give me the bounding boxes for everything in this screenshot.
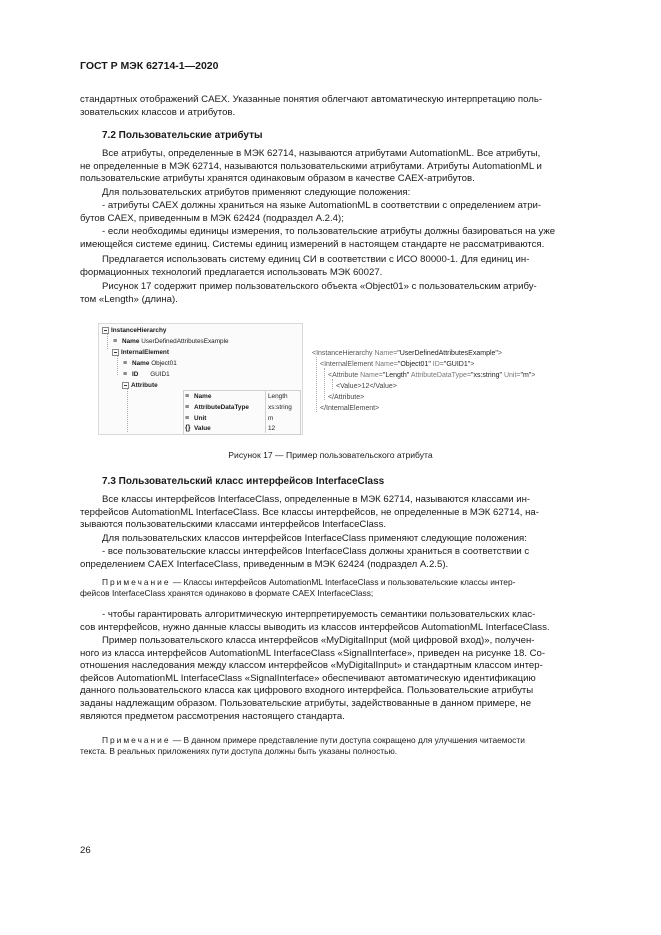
field-icon: ≡ [123,371,128,378]
bullet-item [80,226,615,251]
intro-paragraph [80,94,615,119]
xml-line: </Attribute> [328,394,365,401]
bullet-item [80,546,615,571]
paragraph [80,148,615,186]
text-line: стандартных отображений CAEX. Указанные понятия облегчают автоматическую интерпретацию поль- [80,94,543,105]
attr-value-cell[interactable]: Length [268,393,288,400]
field-icon: ≡ [185,404,190,411]
collapse-icon[interactable] [122,382,129,389]
tree-node-instance-hierarchy[interactable]: InstanceHierarchy [102,325,166,336]
text-line: определением CAEX InterfaceClass, приведенным в МЭК 62424 (подраздел А.2.5). [80,558,449,570]
paragraph [80,281,615,306]
xml-line: <Attribute Name="Length" AttributeDataType="xs:string" Unit="m"> [328,372,536,379]
text-line: бутов CAEX, приведенным в МЭК 62424 (подраздел А.2.4); [80,212,344,224]
paragraph: Для пользовательских классов интерфейсов InterfaceClass применяют следующие положения: [102,533,527,544]
value-icon: {} [185,425,191,432]
field-icon: ≡ [113,338,118,345]
text-line: зываются пользовательскими классами интерфейсов InterfaceClass. [80,519,387,531]
text-line: пользовательские атрибуты хранятся одинаковым образом в качестве CAEX-атрибутов. [80,173,475,185]
attr-value-cell[interactable]: 12 [268,425,276,432]
text-line: Предлагается использовать систему единиц СИ в соответствии с ИСО 80000-1. Для единиц ин- [102,254,530,265]
attr-value-cell[interactable]: m [268,415,274,422]
field-icon: ≡ [185,415,190,422]
field-icon: ≡ [123,360,128,367]
paragraph: Для пользовательских атрибутов применяют следующие положения: [102,187,411,198]
tree-node-attr-unit[interactable]: ≡ Unit [185,415,207,422]
tree-node-id[interactable]: ≡ ID GUID1 [123,371,170,378]
bullet-item [80,200,615,225]
tree-node-name[interactable]: ≡ Name UserDefinedAttributesExample [113,338,229,345]
figure-caption: Рисунок 17 — Пример пользовательского атрибута [228,450,433,460]
field-icon: ≡ [185,393,190,400]
note-label: Примечание [102,735,171,745]
text-line: сов интерфейсов, нужно данные классы выводить из классов интерфейсов AutomationML InterfaceClass. [80,621,550,633]
text-line: — В данном примере представление пути доступа сокращено для улучшения читаемости [170,735,525,745]
attribute-grid [183,390,301,435]
text-line: — Классы интерфейсов AutomationML InterfaceClass и пользовательские классы интер- [170,577,516,587]
text-line: ного из класса интерфейсов AutomationML InterfaceClass «SignalInterface», приведен на рисунке 18. Со- [80,647,546,659]
text-line: - чтобы гарантировать алгоритмическую интерпретируемость семантики пользовательских клас- [102,609,536,620]
tree-node-ie-name[interactable]: ≡ Name Object01 [123,360,177,367]
grid-divider [265,390,266,433]
paragraph [80,635,615,723]
section-heading-7-3: 7.3 Пользовательский класс интерфейсов InterfaceClass [102,476,385,487]
text-line: Рисунок 17 содержит пример пользовательского объекта «Object01» с пользовательским атрибу- [102,281,537,292]
page-number: 26 [80,845,91,856]
section-heading-7-2: 7.2 Пользовательские атрибуты [102,130,263,141]
collapse-icon[interactable] [112,349,119,356]
text-line: данного пользовательского класса как цифрового входного интерфейса. Пользовательские атрибуты [80,685,534,697]
xml-line: </InternalElement> [320,405,380,412]
attr-value-cell[interactable]: xs:string [268,404,292,411]
text-line: зовательских классов и атрибутов. [80,106,236,118]
tree-node-attribute[interactable]: Attribute [122,380,158,391]
text-line: - все пользовательские классы интерфейсов InterfaceClass должны храниться в соответствии с [102,546,530,557]
text-line: фейсов AutomationML InterfaceClass «SignalInterface» обеспечивают автоматическую идентификацию [80,672,536,684]
paragraph [80,254,615,279]
text-line: Все атрибуты, определенные в МЭК 62714, называются атрибутами AutomationML. Все атрибуты, [102,148,541,159]
document-header: ГОСТ Р МЭК 62714-1—2020 [80,60,219,72]
tree-node-attr-datatype[interactable]: ≡ AttributeDataType [185,404,249,411]
xml-line: <InstanceHierarchy Name="UserDefinedAttributesExample"> [312,350,502,357]
text-line: формационных технологий предлагается использовать МЭК 60027. [80,266,383,278]
text-line: - если необходимы единицы измерения, то пользовательские атрибуты должны базироваться на уже [102,226,556,237]
text-line: имеющейся системе единиц. Системы единиц измерений в настоящем стандарте не рассматриваются. [80,238,545,250]
text-line: терфейсов AutomationML InterfaceClass. Все классы интерфейсов, не определенные в МЭК 62714, на- [80,506,539,518]
note-label: Примечание [102,577,171,587]
text-line: отношения наследования между классом интерфейсов «MyDigitalInput» и стандартным классом интер- [80,660,543,672]
text-line: являются предметом рассмотрения настоящего стандарта. [80,710,345,722]
xml-line: <Value>12</Value> [336,383,397,390]
text-line: Пример пользовательского класса интерфейсов «MyDigitalInput (мой цифровой вход)», получен- [102,635,535,646]
collapse-icon[interactable] [102,327,109,334]
text-line: заданы надлежащим образом. Пользовательские атрибуты, задействованные в данном примере, не [80,697,532,709]
text-line: - атрибуты CAEX должны храниться на языке AutomationML в соответствии с определением атри- [102,200,542,211]
note-2 [80,735,615,757]
attribute-tree-view [98,323,303,435]
tree-node-attr-value[interactable]: {} Value [185,425,211,432]
text-line: Все классы интерфейсов InterfaceClass, определенные в МЭК 62714, называются классами ин- [102,494,531,505]
note-1 [80,577,615,599]
xml-line: <InternalElement Name="Object01" ID="GUID1"> [320,361,475,368]
tree-node-attr-name[interactable]: ≡ Name [185,393,212,400]
tree-node-internal-element[interactable]: InternalElement [112,347,169,358]
text-line: текста. В реальных приложениях пути доступа должны быть указаны полностью. [80,746,398,756]
paragraph [80,494,615,532]
bullet-item [80,609,615,634]
text-line: фейсов InterfaceClass хранятся одинаково в формате CAEX InterfaceClass; [80,588,374,598]
text-line: не определенные в МЭК 62714, называются пользовательскими атрибутами. Атрибуты AutomationML и [80,160,542,172]
text-line: том «Length» (длина). [80,293,178,305]
